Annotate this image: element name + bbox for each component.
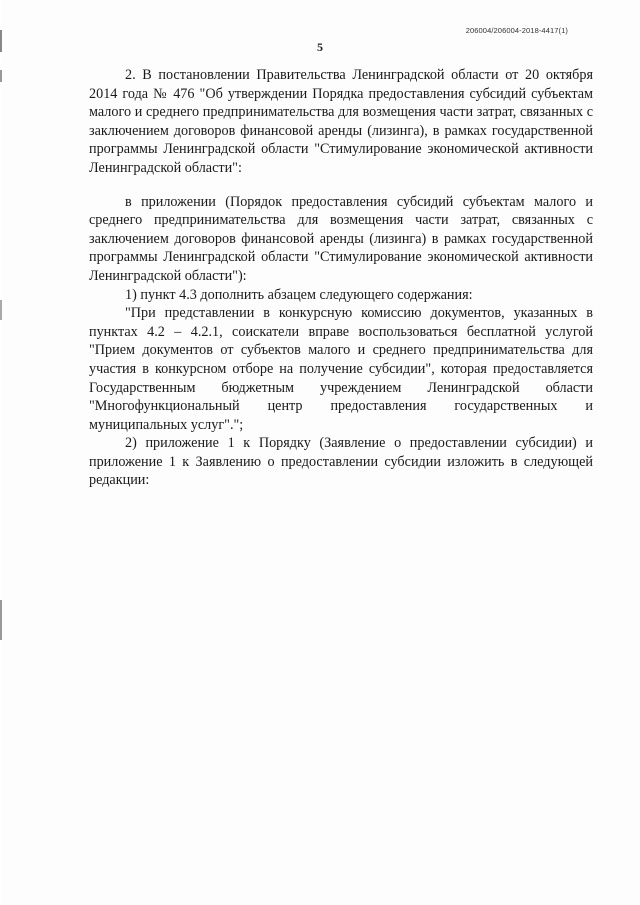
paragraph-subitem-1: 1) пункт 4.3 дополнить абзацем следующего содержания: [125, 286, 473, 303]
scan-edge-marks [0, 0, 2, 905]
page-number: 5 [317, 40, 323, 54]
paragraph-subitem-2: 2) приложение 1 к Порядку (Заявление о предоставлении субсидии) и приложение 1 к Заявлению о предоставлении субсидии изложить в следующей редакции: [89, 435, 593, 489]
document-id: 206004/206004-2018-4417(1) [465, 26, 568, 35]
paragraph-quoted-addition: "При представлении в конкурсную комиссию документов, указанных в пунктах 4.2 – 4.2.1, соискатели вправе воспользоваться бесплатной услугой "Прием документов от субъектов малого и среднего предпринимательства для участия в конкурсном отборе на получение субсидии", которая предоставляется Государственным бюджетным учреждением Ленинградской области "Многофункциональный центр предоставления государственных и муниципальных услуг"."; [89, 305, 593, 433]
paragraph-item-2: 2. В постановлении Правительства Ленинградской области от 20 октября 2014 года № 476 "Об утверждении Порядка предоставления субсидий субъектам малого и среднего предпринимательства для возмещения части затрат, связанных с заключением договоров финансовой аренды (лизинга), в рамках государственной программы Ленинградской области "Стимулирование экономической активности Ленинградской области": [89, 67, 593, 176]
document-body [89, 66, 593, 490]
paragraph-annex-intro: в приложении (Порядок предоставления субсидий субъектам малого и среднего предпринимательства для возмещения части затрат, связанных с заключением договоров финансовой аренды (лизинга) в рамках государственной программы Ленинградской области "Стимулирование экономической активности Ленинградской области"): [89, 193, 593, 284]
